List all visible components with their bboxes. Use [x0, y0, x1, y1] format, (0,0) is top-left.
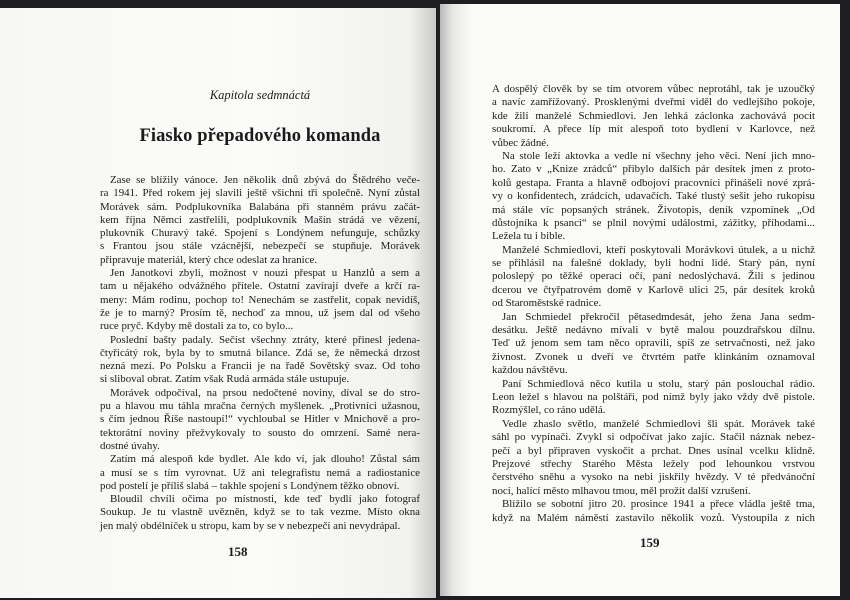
text-line: a navíc zamřížovaný. Prosklenými dveřmi viděl do vedlejšího pokoje, — [492, 96, 815, 109]
text-line: Manželé Schmiedlovi, kteří poskytovali Morávkovi útulek, a u nichž — [502, 243, 815, 256]
left-page — [0, 8, 436, 598]
text-line: pu a hlavou mu táhla mračna černých myšlenek. „Protivníci užasnou, — [100, 400, 420, 413]
text-line: když na Malém náměstí zastavilo několik vozů. Vystoupila z nich — [492, 511, 815, 524]
body-text — [100, 174, 420, 533]
text-line: dcerou ve čtyřpatrovém domě v Karlově ulici 25, pár desítek kroků — [492, 283, 815, 296]
right-page — [440, 4, 840, 596]
text-line: živnost. Zvonek u dveří ve čtvrtém patře klinkáním oznamoval — [492, 350, 815, 363]
text-line: vůbec žádné. — [492, 136, 549, 149]
text-line: Ležela tu i bible. — [492, 230, 566, 243]
text-line: připravuje materiál, který chce odeslat za hranice. — [100, 253, 318, 266]
text-line: Morávek sám. Podplukovníka Balabána při stanném právu začát- — [100, 200, 420, 213]
text-line: jen malý obdélníček u stropu, kam by se v nebezpečí ani nevydrápal. — [100, 519, 401, 532]
text-line: čtyřicátý rok, byla by to smutná bilance. Zdá se, že německá drzost — [100, 346, 420, 359]
text-line: Jen Janotkovi zbyli, možnost v nouzi přespat u Hanzlů a sem a — [110, 267, 420, 280]
text-line: kem října Němci zastřelili, podplukovník Mašín strádá ve vězení, — [100, 213, 420, 226]
text-line: si sliboval obrat. Zatím však Rudá armáda stále ustupuje. — [100, 373, 350, 386]
text-line: ruce pryč. Kdyby mě dostali za to, co bylo... — [100, 320, 294, 333]
text-line: a musí se s tím vyrovnat. Už ani telegrafistu nemá a radiostanice — [100, 466, 420, 479]
text-line: poloslepý po těžké operaci očí, paní nedoslýchavá. Žili s jedinou — [492, 270, 815, 283]
text-line: Na stole leží aktovka a vedle ní všechny jeho věci. Není jich mno- — [502, 149, 815, 162]
paragraph — [100, 334, 420, 387]
text-line: Zatím má alespoň kde bydlet. Ale kdo ví, jak dlouho! Zůstal sám — [110, 453, 420, 466]
page-number: 158 — [228, 544, 248, 559]
text-line: čerstvého sněhu a vysoko na nebi jiskřily hvězdy. V té předvánoční — [492, 471, 815, 484]
paragraph — [492, 150, 815, 244]
text-line: Jan Schmiedel překročil pětasedmdesát, jeho žena Jana sedm- — [502, 310, 815, 323]
text-line: tektorátní noviny přežvykovaly to sousto do omrzení. Samé nera- — [100, 426, 420, 439]
text-line: důstojníka k psanci“ se plnil novými událostmi, zážitky, příhodami... — [492, 216, 815, 229]
text-line: meny: Mám rodinu, pochop to! Nenechám se zastřelit, copak nevidíš, — [100, 293, 420, 306]
paragraph — [492, 498, 815, 525]
text-line: Leon ležel s hlavou na polštáři, pod nímž byly jako vždy dvě pistole. — [492, 390, 815, 403]
text-line: Blížilo se sobotní jitro 20. prosince 1941 a přece vládla ještě tma, — [502, 498, 815, 511]
paragraph — [100, 453, 420, 493]
text-line: kde žili manželé Schmiedlovi. Jen lehká záclonka zachovává pocit — [492, 109, 815, 122]
text-line: od Staroměstské radnice. — [492, 297, 602, 310]
text-line: tam u nějakého odvážného přítele. Ostatní zavírají dveře a krčí ra- — [100, 280, 420, 293]
text-line: dostné úvahy. — [100, 439, 160, 452]
paragraph — [100, 387, 420, 453]
text-line: plukovník Churavý také. Spojení s Londýnem nefunguje, schůzky — [100, 227, 420, 240]
text-line: Vedle zhaslo světlo, manželé Schmiedlovi šli spát. Morávek také — [502, 417, 815, 430]
paragraph — [492, 311, 815, 378]
text-line: Zase se blížily vánoce. Jen několik dnů zbývá do Štědrého veče- — [110, 174, 420, 186]
paragraph — [100, 267, 420, 333]
text-line: že je to marný? Prosím tě, nechoď za mnou, už jsem dal od všeho — [100, 306, 420, 319]
text-line: noci, halící město mlhavou tmou, měl prožít další vzrušení. — [492, 484, 751, 497]
text-line: s Frantou jsou stále vzácnější, nebezpečí se stupňuje. Morávek — [100, 240, 420, 253]
chapter-title: Fiasko přepadového komanda — [139, 126, 381, 146]
paragraph — [492, 83, 815, 150]
text-line: ra 1941. Před rokem jej slavili ještě všichni tři společně. Nyní zůstal — [100, 187, 420, 200]
text-line: Morávek odpočíval, na prsou nedočtené noviny, díval se do stro- — [110, 386, 420, 399]
text-line: A dospělý člověk by se tím otvorem vůbec neprotáhl, tak je uzoučký — [492, 83, 815, 95]
paragraph — [100, 493, 420, 533]
text-line: pečí a byl připraven vyskočit a prchat. Dnes usínal vcelku klidně. — [492, 444, 815, 457]
text-line: Bloudil chvíli očima po místnosti, kde teď bydlí jako fotograf — [110, 493, 420, 506]
text-line: Soukup. Je tu vlastně uvězněn, když se to tak vezme. Místo okna — [100, 506, 420, 519]
body-text — [492, 83, 815, 525]
paragraph — [492, 418, 815, 498]
text-line: Rozmýšlel, co ráno udělá. — [492, 404, 606, 417]
page-number: 159 — [640, 535, 660, 550]
paragraph — [492, 378, 815, 418]
text-line: Paní Schmiedlová něco kutila u stolu, starý pán poslouchal rádio. — [502, 377, 815, 390]
text-line: sáhl po vypínači. Zvykl si odpočívat jako zajíc. Stačil náznak nebez- — [492, 431, 815, 444]
text-line: Teď už jenom sem tam něco opravili, spíš ze setrvačnosti, než jako — [492, 337, 815, 350]
text-line: každou návštěvu. — [492, 364, 568, 377]
text-line: ho. Zato v „Knize zrádců“ přibylo dalších pár desítek jmen z proto- — [492, 163, 815, 176]
text-line: nezná mezí. Po Polsku a Francii je na řadě Sovětský svaz. Od toho — [100, 360, 420, 373]
paragraph — [492, 244, 815, 311]
text-line: pod postelí je příliš slabá – takhle spojení s Londýnem těžko obnoví. — [100, 479, 400, 492]
text-line: Prejzové střechy Starého Města ležely pod lehounkou vrstvou — [492, 457, 815, 470]
text-line: se přihlásil na falešné doklady, byli hodní lidé. Starý pán, nyní — [492, 257, 815, 270]
text-line: vy o konfidentech, zrádcích, udavačích. Také tlustý sešit jeho rukopisu — [492, 190, 815, 203]
text-line: soukromí. A přece líp mít alespoň toto bydlení v Karlovce, než — [492, 123, 815, 136]
text-line: s čím jednou Říše nastoupí!“ vychloubal se Hitler v Mnichově a pro- — [100, 413, 420, 426]
text-line: desátku. Ještě nedávno mívali v bytě malou pouzdrařskou dílnu. — [492, 324, 815, 337]
paragraph — [100, 174, 420, 267]
text-line: kolů gestapa. Franta a hlavně odbojoví pracovníci přinášeli nové zprá- — [492, 176, 815, 189]
text-line: Poslední bašty padaly. Sečíst všechny ztráty, které přinesl jedena- — [110, 333, 420, 346]
text-line: má stále víc popsaných stránek. Životopis, deník vzpomínek „Od — [492, 203, 815, 216]
chapter-label: Kapitola sedmnáctá — [209, 88, 311, 102]
